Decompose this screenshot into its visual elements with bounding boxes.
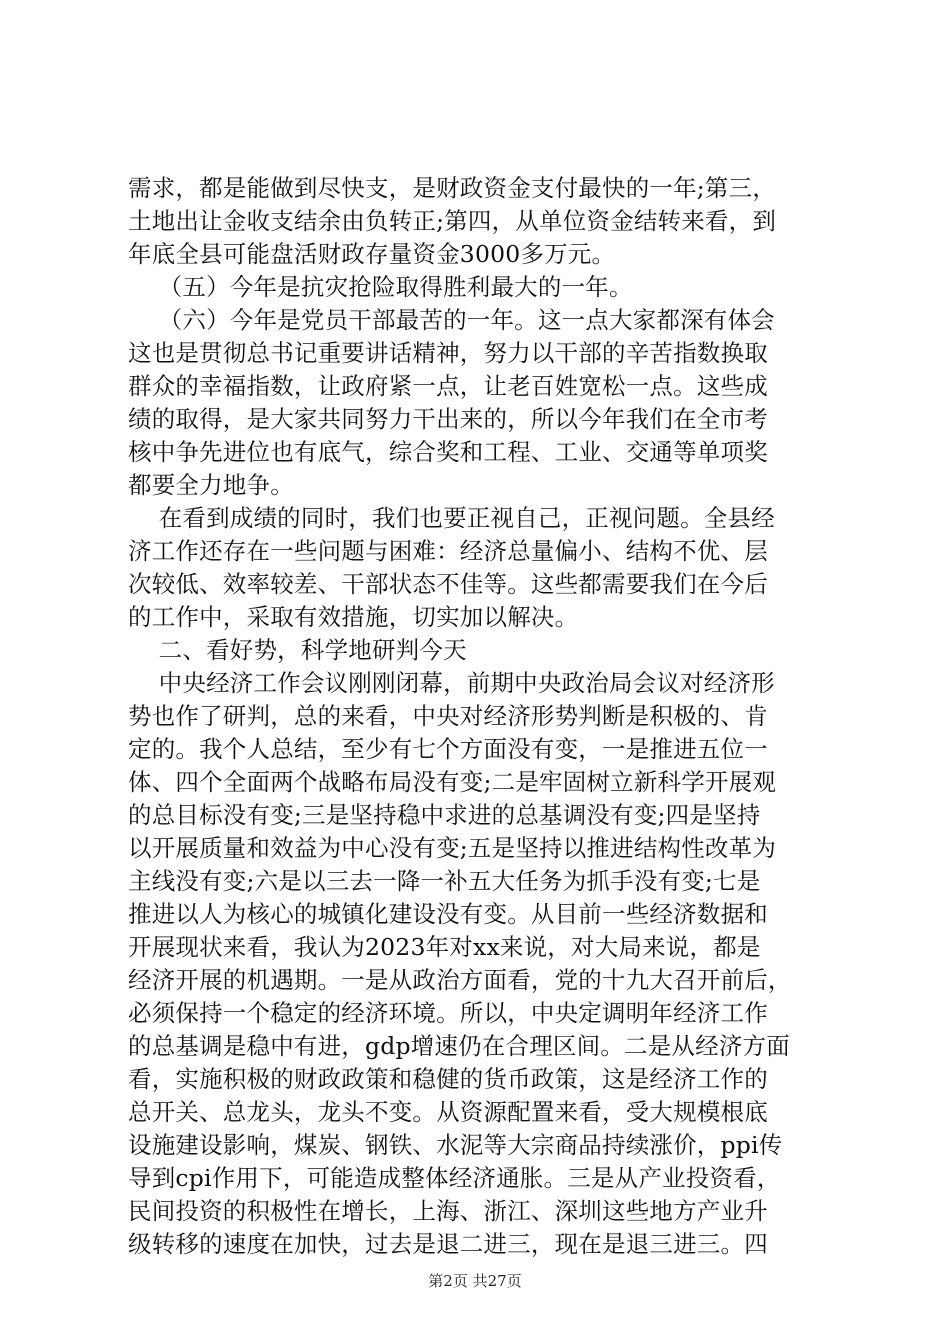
- text-line: 次较低、效率较差、干部状态不佳等。这些都需要我们在今后: [128, 570, 768, 598]
- text-line: 土地出让金收支结余由负转正;第四，从单位资金结转来看，到: [128, 207, 777, 235]
- text-line: 的工作中，采取有效措施，切实加以解决。: [128, 603, 579, 631]
- text-line: 看，实施积极的财政政策和稳健的货币政策，这是经济工作的: [128, 1065, 768, 1093]
- text-line: 推进以人为核心的城镇化建设没有变。从目前一些经济数据和: [128, 900, 768, 928]
- text-line: 需求，都是能做到尽快支，是财政资金支付最快的一年;第三，: [128, 174, 777, 202]
- text-line: 主线没有变;六是以三去一降一补五大任务为抓手没有变;七是: [128, 867, 761, 895]
- text-line: 以开展质量和效益为中心没有变;五是坚持以推进结构性改革为: [128, 834, 777, 862]
- text-line: 群众的幸福指数，让政府紧一点，让老百姓宽松一点。这些成: [128, 372, 768, 400]
- section-heading: 二、看好势，科学地研判今天: [128, 636, 467, 664]
- text-line: 开展现状来看，我认为2023年对xx来说，对大局来说，都是: [128, 933, 761, 961]
- text-line: 总开关、总龙头，龙头不变。从资源配置来看，受大规模根底: [128, 1098, 768, 1126]
- text-line: 的总目标没有变;三是坚持稳中求进的总基调没有变;四是坚持: [128, 801, 761, 829]
- text-line: 定的。我个人总结，至少有七个方面没有变，一是推进五位一: [128, 735, 768, 763]
- text-line: 年底全县可能盘活财政存量资金3000多万元。: [128, 240, 616, 268]
- text-line: 经济开展的机遇期。一是从政治方面看，党的十九大召开前后，: [128, 966, 792, 994]
- text-line: 在看到成绩的同时，我们也要正视自己，正视问题。全县经: [128, 504, 775, 532]
- text-line: 中央经济工作会议刚刚闭幕，前期中央政治局会议对经济形: [128, 669, 775, 697]
- text-line: 民间投资的积极性在增长，上海、浙江、深圳这些地方产业升: [128, 1197, 768, 1225]
- text-line: 这也是贯彻总书记重要讲话精神，努力以干部的辛苦指数换取: [128, 339, 768, 367]
- document-body: [128, 172, 828, 1261]
- text-line: 绩的取得，是大家共同努力干出来的，所以今年我们在全市考: [128, 405, 768, 433]
- text-line: 必须保持一个稳定的经济环境。所以，中央定调明年经济工作: [128, 999, 768, 1027]
- text-line: 都要全力地争。: [128, 471, 294, 499]
- text-line: 导到cpi作用下，可能造成整体经济通胀。三是从产业投资看，: [128, 1164, 781, 1192]
- section-heading: （五）今年是抗灾抢险取得胜利最大的一年。: [128, 273, 633, 301]
- text-line: 济工作还存在一些问题与困难：经济总量偏小、结构不优、层: [128, 537, 768, 565]
- page-number-footer: 第2页 共27页: [428, 1272, 522, 1290]
- text-line: 设施建设影响，煤炭、钢铁、水泥等大宗商品持续涨价，ppi传: [128, 1131, 783, 1159]
- text-line: 体、四个全面两个战略布局没有变;二是牢固树立新科学开展观: [128, 768, 777, 796]
- text-line: 核中争先进位也有底气，综合奖和工程、工业、交通等单项奖: [128, 438, 768, 466]
- text-line: 级转移的速度在加快，过去是退二进三，现在是退三进三。四: [128, 1230, 768, 1258]
- text-line: 势也作了研判，总的来看，中央对经济形势判断是积极的、肯: [128, 702, 768, 730]
- text-line: （六）今年是党员干部最苦的一年。这一点大家都深有体会: [128, 306, 775, 334]
- text-line: 的总基调是稳中有进，gdp增速仍在合理区间。二是从经济方面: [128, 1032, 790, 1060]
